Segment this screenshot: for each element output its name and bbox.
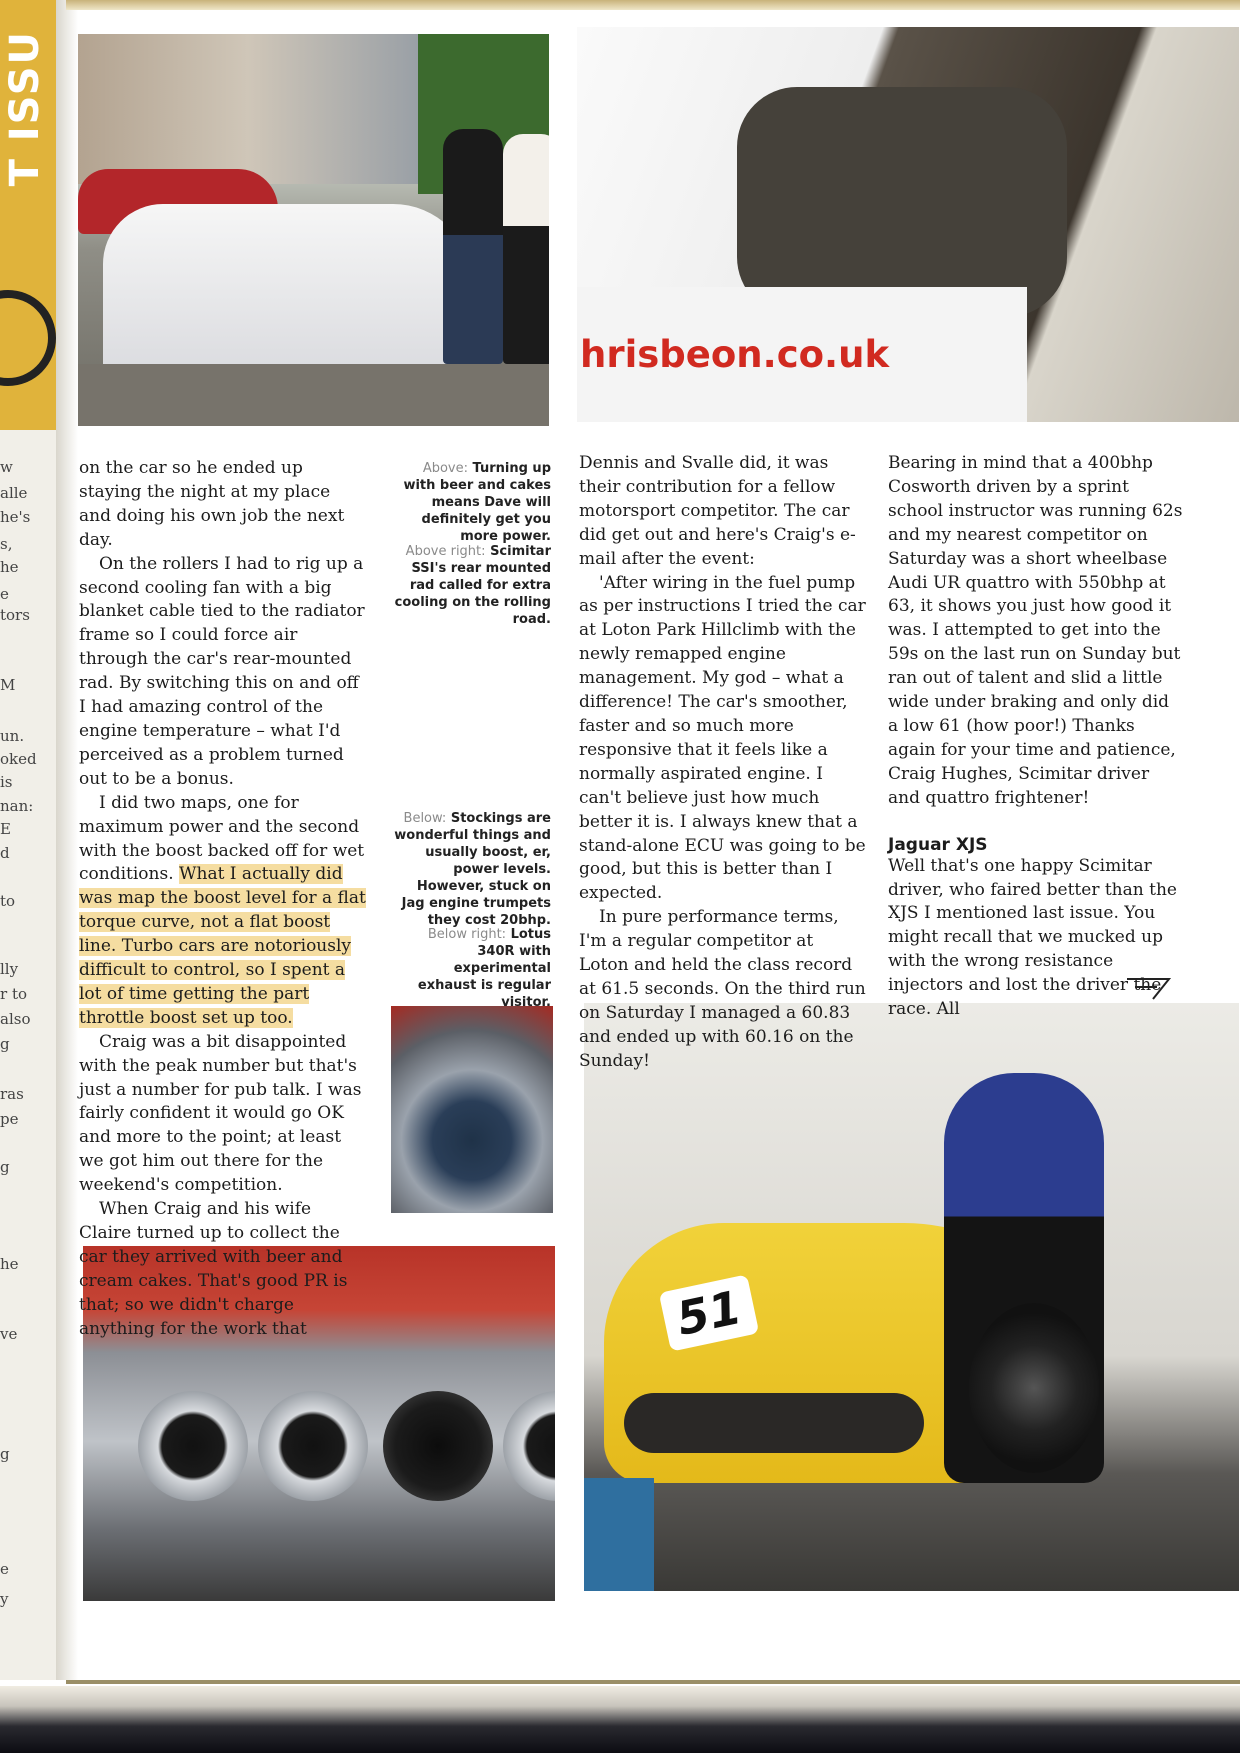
photo-trailer [78,364,549,426]
article-column-3 [579,452,867,1074]
fragment: ras [0,1085,24,1103]
fragment: pe [0,1110,19,1128]
trumpet [503,1391,555,1501]
photo-building [78,34,418,184]
race-number: 51 [659,1274,760,1351]
photo-scimitar-with-owners [78,34,549,426]
stocking-trumpet [383,1391,493,1501]
bottom-rule [66,1680,1240,1684]
photo-man [443,129,503,364]
fragment: r to [0,985,27,1003]
caption-label: Below right: [427,927,507,942]
caption-text: Lotus 340R with experimental exhaust is regular visitor. [417,927,551,1010]
caption-label: Above: [422,461,468,476]
top-rule [66,0,1240,10]
photo-blue-plinth [584,1478,654,1591]
fragment: g [0,1035,10,1053]
caption-above-right [391,543,551,628]
paragraph: Well that's one happy Scimitar driver, who faired better than the XJS I mentioned last issue. You might recall that we mucked up with the wrong resistance injectors and lost the driver the race. All [888,855,1177,1020]
paragraph [79,792,367,1031]
photo-trumpets-detail [391,1006,553,1213]
spine-text: T ISSU [2,30,48,187]
fragment: s, [0,535,13,553]
fragment: e [0,1560,9,1578]
sponsor-sticker: hrisbeon.co.uk [580,333,890,376]
fragment: he's [0,508,31,526]
paragraph: 'After wiring in the fuel pump as per instructions I tried the car at Loton Park Hillclimb with the newly remapped engine management. My god – what a difference! The car's smoother, faster and so much more responsive that it feels like a normally aspirated engine. I can't believe just how much better it is. I always knew that a stand-alone ECU was going to be good, but this is better than I expected. [579,572,866,904]
fragment: g [0,1445,10,1463]
fragment: oked [0,750,37,768]
caption-below [391,810,551,929]
fragment: g [0,1158,10,1176]
article-column-1 [79,457,367,1342]
caption-below-right [391,926,551,1011]
photo-blanket-cover [737,87,1067,317]
page-bottom-edge [0,1686,1240,1753]
paragraph: Craig was a bit disappointed with the peak number but that's just a number for pub talk. I was fairly confident it would go OK and more to the point; at least we got him out there for the weekend's competition. [79,1031,362,1196]
fragment: he [0,558,19,576]
paragraph: Bearing in mind that a 400bhp Cosworth driven by a sprint school instructor was running 62s and my nearest competitor on Saturday was a short wheelbase Audi UR quattro with 550bhp at 63, it shows you just how good it was. I attempted to get into the 59s on the last run on Sunday but ran out of talent and slid a little wide under braking and only did a low 61 (how poor!) Thanks again for your time and patience, Craig Hughes, Scimitar driver and quattro frightener! [888,453,1183,808]
caption-above [391,460,551,545]
page-fold-shadow [56,0,78,1680]
fragment: M [0,676,16,694]
continued-arrow-icon [1125,975,1175,1001]
fragment: alle [0,484,28,502]
fragment: nan: [0,797,34,815]
fragment: to [0,892,16,910]
highlighted-text: What I actually did was map the boost level for a flat torque curve, not a flat boost line. Turbo cars are notoriously difficult to control, so I spent a lot of time getting the part throttle boost set up too. [79,864,366,1028]
paragraph-text: I did two maps, one for maximum power and the second with the boost backed off for wet conditions. [79,792,365,885]
fragment: y [0,1590,9,1608]
photo-lotus-340r [584,1003,1239,1591]
caption-label: Below: [403,811,447,826]
fragment: ve [0,1325,18,1343]
photo-front-splitter [624,1393,924,1453]
paragraph: In pure performance terms, I'm a regular competitor at Loton and held the class record at 61.5 seconds. On the third run on Saturday I managed a 60.83 and ended up with 60.16 on the Sunday! [579,907,866,1071]
paragraph: on the car so he ended up staying the night at my place and doing his own job the next day. [79,458,345,550]
paragraph: Dennis and Svalle did, it was their contribution for a fellow motorsport competitor. The car did get out and here's Craig's e-mail after the event: [579,453,856,569]
caption-text: Stockings are wonderful things and usually boost, er, power levels. However, stuck on Jag engine trumpets they cost 20bhp. [394,811,551,928]
caption-text: Turning up with beer and cakes means Dave will definitely get you more power. [403,461,551,544]
section-heading: Jaguar XJS [888,834,988,855]
photo-woman [503,134,549,364]
article-column-4 [888,452,1184,1022]
fragment: is [0,773,13,791]
trumpet [258,1391,368,1501]
fragment: d [0,844,10,862]
fragment: tors [0,606,30,624]
fragment: w [0,458,13,476]
paragraph: On the rollers I had to rig up a second cooling fan with a big blanket cable tied to the radiator frame so I could force air through the car's rear-mounted rad. By switching this on and off I had amazing control of the engine temperature – what I'd perceived as a problem turned out to be a bonus. [79,553,365,789]
paragraph: When Craig and his wife Claire turned up to collect the car they arrived with beer and cream cakes. That's good PR is that; so we didn't charge anything for the work that [79,1199,348,1339]
fragment: e [0,585,9,603]
trumpet [138,1391,248,1501]
fragment: he [0,1255,19,1273]
fragment: E [0,820,11,838]
fragment: also [0,1010,31,1028]
photo-white-scimitar [103,204,473,384]
caption-text: Scimitar SSI's rear mounted rad called for extra cooling on the rolling road. [394,544,551,627]
fragment: lly [0,960,19,978]
caption-label: Above right: [405,544,486,559]
fragment: un. [0,727,25,745]
photo-wheel [969,1303,1099,1473]
